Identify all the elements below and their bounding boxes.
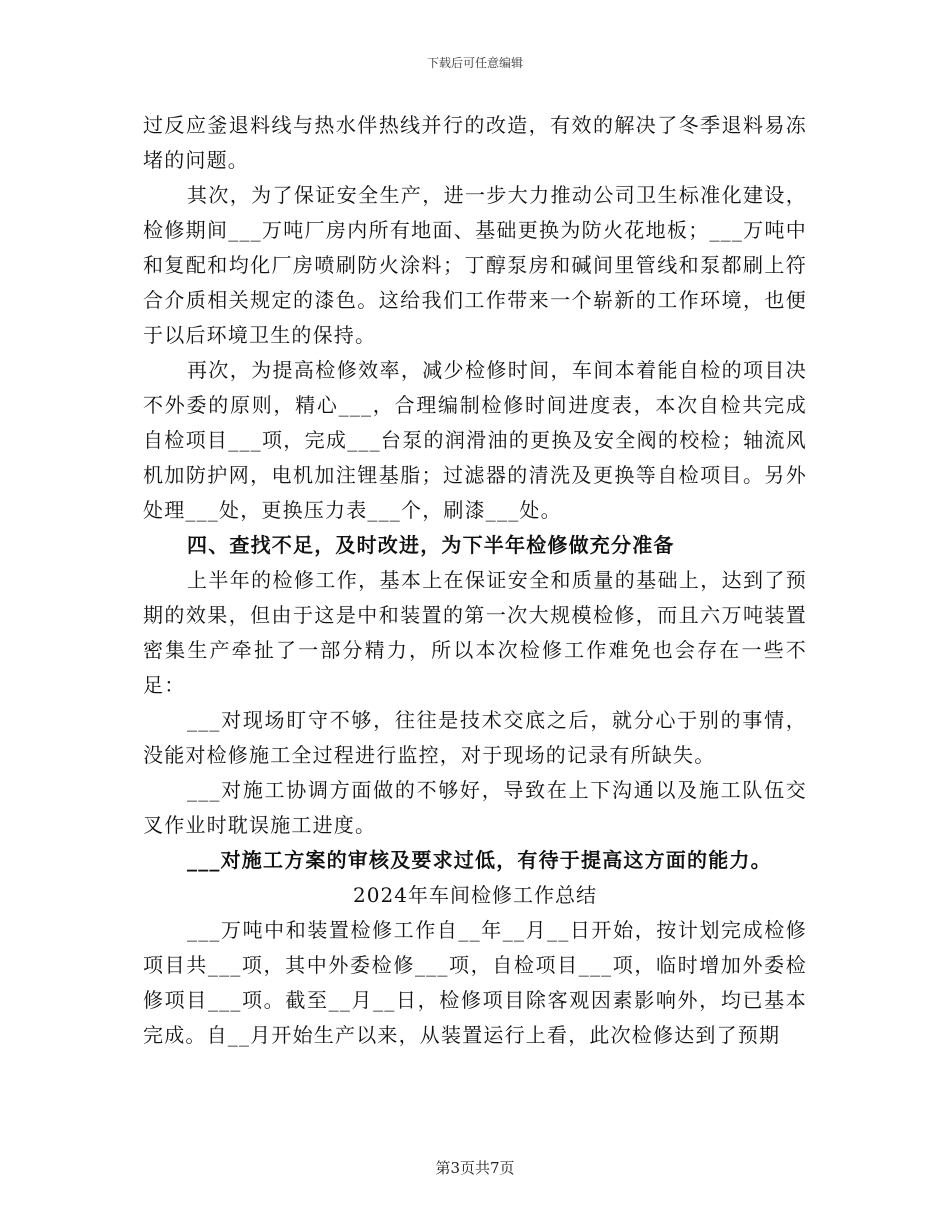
page-header: 下载后可任意编辑: [426, 56, 523, 70]
document-body: [143, 108, 807, 1053]
paragraph-continuation: 过反应釜退料线与热水伴热线并行的改造，有效的解决了冬季退料易冻堵的问题。: [143, 113, 807, 172]
paragraph-safety: 其次，为了保证安全生产，进一步大力推动公司卫生标准化建设，检修期间___万吨厂房内所有地面、基础更换为防火花地板；___万吨中和复配和均化厂房喷刷防火涂料；丁醇泵房和碱间里管线和泵都刷上符合介质相关规定的漆色。这给我们工作带来一个崭新的工作环境，也便于以后环境卫生的保持。: [143, 183, 807, 347]
document-title: 2024年车间检修工作总结: [353, 883, 597, 907]
page-number: 第3页共7页: [435, 1159, 515, 1177]
paragraph-summary: ___万吨中和装置检修工作自__年__月__日开始，按计划完成检修项目共___项，其中外委检修___项，自检项目___项，临时增加外委检修项目___项。截至__月__日，检修项目除客观因素影响外，均已基本完成。自__月开始生产以来，从装置运行上看，此次检修达到了预期: [143, 918, 807, 1047]
paragraph-item-2: ___对施工协调方面做的不够好，导致在上下沟通以及施工队伍交叉作业时耽误施工进度。: [143, 778, 807, 837]
paragraph-item-3: ___对施工方案的审核及要求过低，有待于提高这方面的能力。: [187, 848, 772, 872]
section-heading: 四、查找不足，及时改进，为下半年检修做充分准备: [187, 533, 675, 557]
paragraph-efficiency: 再次，为提高检修效率，减少检修时间，车间本着能自检的项目决不外委的原则，精心___，合理编制检修时间进度表，本次自检共完成自检项目___项，完成___台泵的润滑油的更换及安全阀的校检；轴流风机加防护网，电机加注锂基脂；过滤器的清洗及更换等自检项目。另外处理___处，更换压力表___个，刷漆___处。: [143, 358, 807, 522]
paragraph-shortcomings: 上半年的检修工作，基本上在保证安全和质量的基础上，达到了预期的效果，但由于这是中和装置的第一次大规模检修，而且六万吨装置密集生产牵扯了一部分精力，所以本次检修工作难免也会存在一些不足：: [143, 568, 807, 697]
paragraph-item-1: ___对现场盯守不够，往往是技术交底之后，就分心于别的事情，没能对检修施工全过程进行监控，对于现场的记录有所缺失。: [143, 708, 807, 767]
